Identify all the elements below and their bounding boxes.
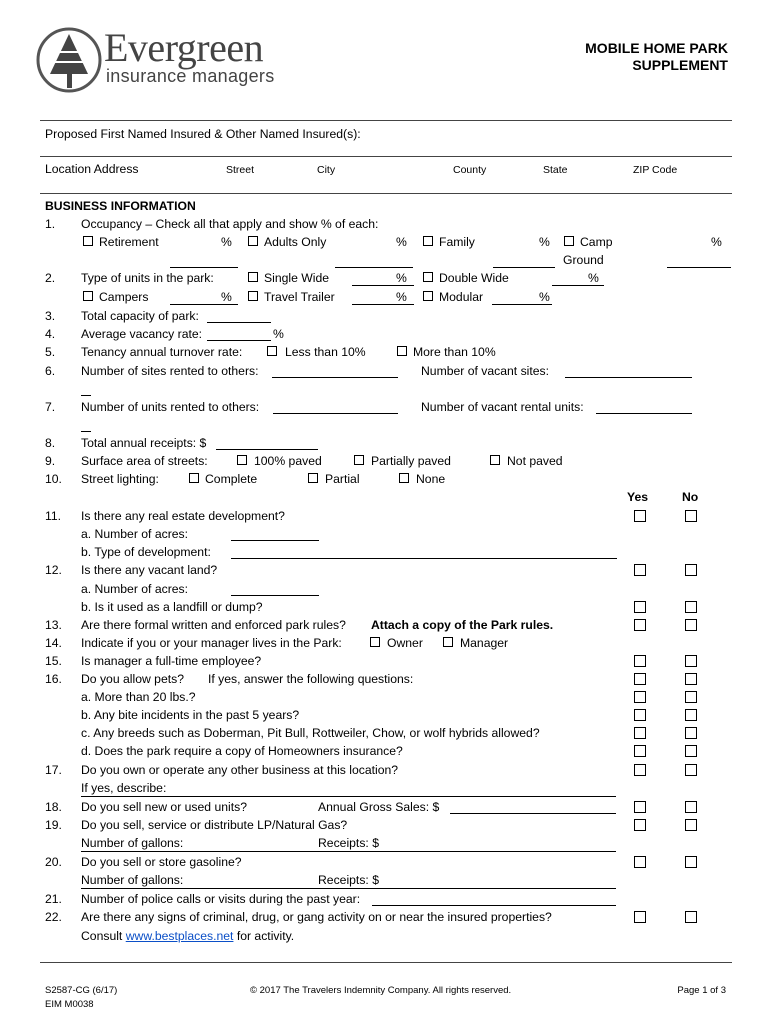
q17-no-checkbox[interactable]	[685, 764, 697, 776]
q11a-text: a. Number of acres:	[81, 527, 189, 541]
manager-label: Manager	[460, 636, 509, 650]
units-rented-field[interactable]	[273, 413, 398, 414]
q17-yes-checkbox[interactable]	[634, 764, 646, 776]
q14-number: 14.	[45, 636, 62, 650]
q12-number: 12.	[45, 563, 62, 577]
vacant-sites-label: Number of vacant sites:	[421, 364, 550, 378]
q15-no-checkbox[interactable]	[685, 655, 697, 667]
double-wide-label: Double Wide	[439, 271, 509, 285]
pct-sign: %	[221, 235, 232, 249]
pct-sign: %	[396, 235, 407, 249]
annual-receipts-field[interactable]	[216, 449, 318, 450]
q16-text: Do you allow pets?	[81, 672, 184, 686]
page-number: Page 1 of 3	[677, 985, 726, 996]
adults-only-label: Adults Only	[264, 235, 327, 249]
q20-no-checkbox[interactable]	[685, 856, 697, 868]
pct-sign: %	[539, 290, 550, 304]
q13-no-checkbox[interactable]	[685, 619, 697, 631]
q4-number: 4.	[45, 327, 56, 341]
q22-yes-checkbox[interactable]	[634, 911, 646, 923]
retirement-checkbox[interactable]	[83, 236, 93, 246]
double-wide-checkbox[interactable]	[423, 272, 433, 282]
modular-checkbox[interactable]	[423, 291, 433, 301]
q12a-text: a. Number of acres:	[81, 582, 189, 596]
location-label: Location Address	[45, 162, 139, 176]
q7-number: 7.	[45, 400, 56, 414]
more-than-10-checkbox[interactable]	[397, 346, 407, 356]
retirement-label: Retirement	[99, 235, 159, 249]
q14-text: Indicate if you or your manager lives in the Park:	[81, 636, 342, 650]
q21-number: 21.	[45, 892, 62, 906]
lighting-none-checkbox[interactable]	[399, 473, 409, 483]
q22-no-checkbox[interactable]	[685, 911, 697, 923]
q11-number: 11.	[45, 509, 62, 523]
q16c-yes-checkbox[interactable]	[634, 727, 646, 739]
lighting-complete-label: Complete	[205, 472, 258, 486]
q1-text: Occupancy – Check all that apply and show % of each:	[81, 217, 379, 231]
q12-no-checkbox[interactable]	[685, 564, 697, 576]
q16c-text: c. Any breeds such as Doberman, Pit Bull, Rottweiler, Chow, or wolf hybrids allowed?	[81, 726, 540, 740]
campers-label: Campers	[99, 290, 149, 304]
footer-divider	[40, 962, 732, 963]
q16a-yes-checkbox[interactable]	[634, 691, 646, 703]
logo-subtitle: insurance managers	[106, 66, 275, 86]
q15-text: Is manager a full-time employee?	[81, 654, 262, 668]
travel-trailer-label: Travel Trailer	[264, 290, 335, 304]
q12-yes-checkbox[interactable]	[634, 564, 646, 576]
q22-text: Are there any signs of criminal, drug, or gang activity on or near the insured properties?	[81, 910, 552, 924]
q16d-text: d. Does the park require a copy of Homeowners insurance?	[81, 744, 403, 758]
form-title-line1: MOBILE HOME PARK	[585, 40, 728, 56]
q15-yes-checkbox[interactable]	[634, 655, 646, 667]
pct-sign: %	[396, 290, 407, 304]
lighting-complete-checkbox[interactable]	[189, 473, 199, 483]
family-checkbox[interactable]	[423, 236, 433, 246]
q2-text: Type of units in the park:	[81, 271, 214, 285]
adults-only-checkbox[interactable]	[248, 236, 258, 246]
lighting-none-label: None	[416, 472, 446, 486]
q3-text: Total capacity of park:	[81, 309, 199, 323]
q17-describe-label: If yes, describe:	[81, 781, 167, 795]
campers-pct-field[interactable]	[170, 304, 238, 305]
q11-text: Is there any real estate development?	[81, 509, 285, 523]
q19-text: Do you sell, service or distribute LP/Natural Gas?	[81, 818, 348, 832]
q13-text: Are there formal written and enforced park rules?	[81, 618, 346, 632]
zip-label: ZIP Code	[633, 164, 678, 176]
q13-number: 13.	[45, 618, 62, 632]
development-type-field[interactable]	[231, 558, 617, 559]
police-calls-field[interactable]	[372, 905, 616, 906]
q20-text: Do you sell or store gasoline?	[81, 855, 242, 869]
q20-receipts-label: Receipts: $	[318, 873, 379, 887]
q11-no-checkbox[interactable]	[685, 510, 697, 522]
q18-text: Do you sell new or used units?	[81, 800, 247, 814]
travel-trailer-pct-field[interactable]	[352, 304, 414, 305]
bestplaces-link[interactable]: www.bestplaces.net	[125, 929, 234, 943]
q12b-no-checkbox[interactable]	[685, 601, 697, 613]
no-column-header: No	[682, 490, 699, 504]
q13-note: Attach a copy of the Park rules.	[371, 618, 554, 632]
annual-gross-sales-label: Annual Gross Sales: $	[318, 800, 440, 814]
camp-ground-checkbox[interactable]	[564, 236, 574, 246]
q17-describe-field[interactable]	[81, 796, 616, 797]
q15-number: 15.	[45, 654, 62, 668]
q22-number: 22.	[45, 910, 62, 924]
single-wide-pct-field[interactable]	[352, 285, 414, 286]
q19-receipts-label: Receipts: $	[318, 836, 379, 850]
q18-number: 18.	[45, 800, 62, 814]
consult-prefix: Consult	[81, 929, 123, 943]
q12b-yes-checkbox[interactable]	[634, 601, 646, 613]
q19-number: 19.	[45, 818, 62, 832]
single-wide-label: Single Wide	[264, 271, 330, 285]
divider	[40, 156, 732, 157]
q16-followup: If yes, answer the following questions:	[208, 672, 414, 686]
vacancy-rate-field[interactable]	[207, 340, 271, 341]
form-number: S2587-CG (6/17)	[45, 985, 118, 996]
camp-ground-pct-field[interactable]	[667, 267, 731, 268]
q6-number: 6.	[45, 364, 56, 378]
capacity-field[interactable]	[207, 322, 271, 323]
units-rented-field-cont	[81, 431, 91, 432]
q5-number: 5.	[45, 345, 56, 359]
q16a-text: a. More than 20 lbs.?	[81, 690, 196, 704]
pct-sign: %	[711, 235, 722, 249]
q1-number: 1.	[45, 217, 56, 231]
q20-number: 20.	[45, 855, 62, 869]
q21-text: Number of police calls or visits during the past year:	[81, 892, 361, 906]
pct-sign: %	[539, 235, 550, 249]
q11b-text: b. Type of development:	[81, 545, 211, 559]
not-paved-label: Not paved	[507, 454, 563, 468]
q20-yes-checkbox[interactable]	[634, 856, 646, 868]
paved-100-checkbox[interactable]	[237, 455, 247, 465]
q5-text: Tenancy annual turnover rate:	[81, 345, 243, 359]
q18-yes-checkbox[interactable]	[634, 801, 646, 813]
q2-number: 2.	[45, 271, 56, 285]
q6-text: Number of sites rented to others:	[81, 364, 259, 378]
ground-label: Ground	[563, 253, 604, 267]
q16-no-checkbox[interactable]	[685, 673, 697, 685]
vacant-sites-field[interactable]	[565, 377, 692, 378]
modular-pct-field[interactable]	[492, 304, 552, 305]
state-label: State	[543, 164, 568, 176]
q16b-no-checkbox[interactable]	[685, 709, 697, 721]
sites-rented-field[interactable]	[272, 377, 398, 378]
q19-gallons-label: Number of gallons:	[81, 836, 184, 850]
yes-column-header: Yes	[627, 490, 649, 504]
pct-sign: %	[221, 290, 232, 304]
consult-suffix: for activity.	[236, 929, 295, 943]
q17-number: 17.	[45, 763, 62, 777]
owner-label: Owner	[387, 636, 423, 650]
vacant-units-label: Number of vacant rental units:	[421, 400, 584, 414]
q16a-no-checkbox[interactable]	[685, 691, 697, 703]
consult-line	[81, 929, 294, 943]
paved-100-label: 100% paved	[254, 454, 322, 468]
q16-number: 16.	[45, 672, 62, 686]
insured-label: Proposed First Named Insured & Other Named Insured(s):	[45, 127, 361, 141]
more-than-10-label: More than 10%	[413, 345, 496, 359]
q10-text: Street lighting:	[81, 472, 159, 486]
q9-text: Surface area of streets:	[81, 454, 208, 468]
adults-only-pct-field[interactable]	[335, 267, 413, 268]
county-label: County	[453, 164, 487, 176]
q16-yes-checkbox[interactable]	[634, 673, 646, 685]
partially-paved-checkbox[interactable]	[354, 455, 364, 465]
form-title-line2: SUPPLEMENT	[632, 57, 728, 73]
q4-text: Average vacancy rate:	[81, 327, 203, 341]
q17-text: Do you own or operate any other business at this location?	[81, 763, 399, 777]
q12-acres-field[interactable]	[231, 595, 319, 596]
divider	[40, 193, 732, 194]
q16c-no-checkbox[interactable]	[685, 727, 697, 739]
q12-text: Is there any vacant land?	[81, 563, 218, 577]
q20-gallons-label: Number of gallons:	[81, 873, 184, 887]
q11-acres-field[interactable]	[231, 540, 319, 541]
q13-yes-checkbox[interactable]	[634, 619, 646, 631]
q10-number: 10.	[45, 472, 62, 486]
annual-gross-sales-field[interactable]	[450, 813, 616, 814]
street-label: Street	[226, 164, 255, 176]
tree-logo-icon	[36, 26, 106, 96]
pct-sign: %	[273, 327, 284, 341]
q18-no-checkbox[interactable]	[685, 801, 697, 813]
less-than-10-label: Less than 10%	[285, 345, 366, 359]
copyright: © 2017 The Travelers Indemnity Company. All rights reserved.	[250, 985, 512, 996]
pct-sign: %	[396, 271, 407, 285]
q19-fields-line[interactable]	[81, 851, 616, 852]
q16d-yes-checkbox[interactable]	[634, 745, 646, 757]
owner-checkbox[interactable]	[370, 637, 380, 647]
q3-number: 3.	[45, 309, 56, 323]
double-wide-pct-field[interactable]	[552, 285, 604, 286]
q7-text: Number of units rented to others:	[81, 400, 260, 414]
retirement-pct-field[interactable]	[170, 267, 238, 268]
q11-yes-checkbox[interactable]	[634, 510, 646, 522]
q8-number: 8.	[45, 436, 56, 450]
travel-trailer-checkbox[interactable]	[248, 291, 258, 301]
q16b-yes-checkbox[interactable]	[634, 709, 646, 721]
q20-fields-line[interactable]	[81, 888, 616, 889]
family-label: Family	[439, 235, 475, 249]
logo-brand: Evergreen	[104, 25, 264, 70]
campers-checkbox[interactable]	[83, 291, 93, 301]
section-title: BUSINESS INFORMATION	[45, 199, 196, 213]
lighting-partial-checkbox[interactable]	[308, 473, 318, 483]
form-sub-number: EIM M0038	[45, 999, 94, 1010]
single-wide-checkbox[interactable]	[248, 272, 258, 282]
divider	[40, 120, 732, 121]
sites-rented-field-cont	[81, 395, 91, 396]
q9-number: 9.	[45, 454, 56, 468]
camp-label: Camp	[580, 235, 613, 249]
q16b-text: b. Any bite incidents in the past 5 years?	[81, 708, 300, 722]
q16d-no-checkbox[interactable]	[685, 745, 697, 757]
modular-label: Modular	[439, 290, 484, 304]
manager-checkbox[interactable]	[443, 637, 453, 647]
lighting-partial-label: Partial	[325, 472, 360, 486]
city-label: City	[317, 164, 336, 176]
q19-no-checkbox[interactable]	[685, 819, 697, 831]
partially-paved-label: Partially paved	[371, 454, 451, 468]
pct-sign: %	[588, 271, 599, 285]
not-paved-checkbox[interactable]	[490, 455, 500, 465]
vacant-units-field[interactable]	[596, 413, 692, 414]
q8-text: Total annual receipts: $	[81, 436, 207, 450]
less-than-10-checkbox[interactable]	[267, 346, 277, 356]
q12b-text: b. Is it used as a landfill or dump?	[81, 600, 263, 614]
q19-yes-checkbox[interactable]	[634, 819, 646, 831]
family-pct-field[interactable]	[493, 267, 555, 268]
